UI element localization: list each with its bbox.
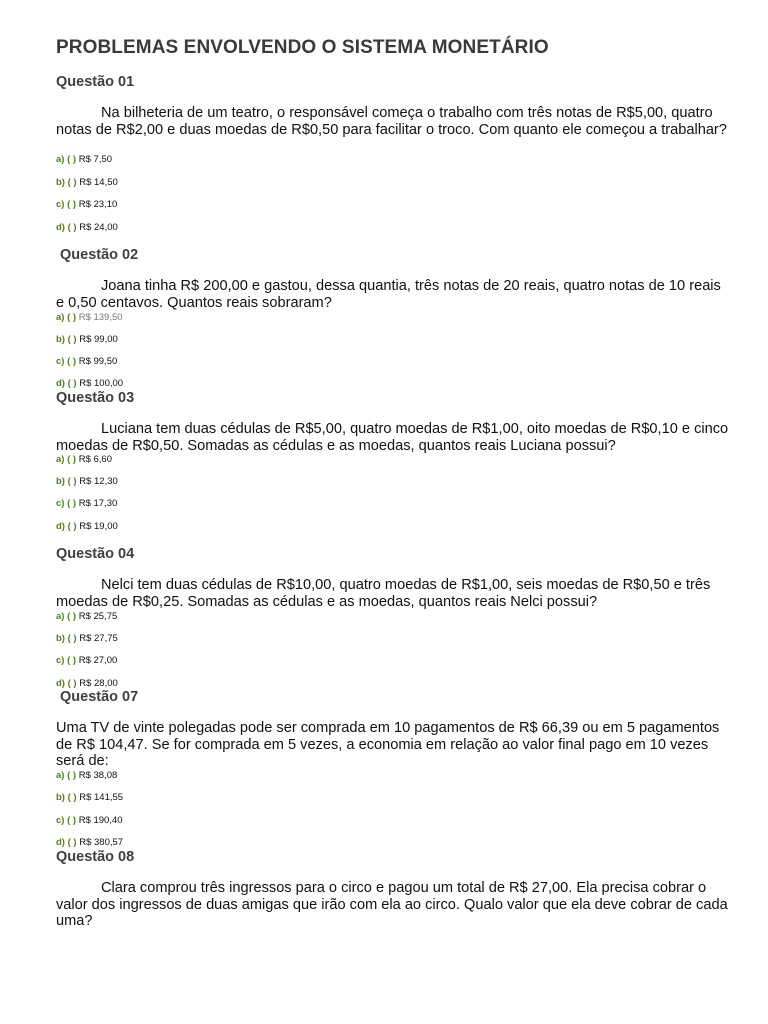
page-title: PROBLEMAS ENVOLVENDO O SISTEMA MONETÁRIO [56, 37, 549, 58]
question-2-heading: Questão 02 [60, 247, 139, 263]
question-1-option-c: c) ( ) R$ 23,10 [56, 199, 118, 210]
question-7-option-d: d) ( ) R$ 380,57 [56, 837, 124, 848]
question-7-heading: Questão 07 [60, 689, 139, 705]
question-2-option-b: b) ( ) R$ 99,00 [56, 334, 118, 345]
question-7-option-b: b) ( ) R$ 141,55 [56, 792, 124, 803]
question-4-option-b: b) ( ) R$ 27,75 [56, 633, 118, 644]
question-3-option-c: c) ( ) R$ 17,30 [56, 498, 118, 509]
question-4-heading: Questão 04 [56, 546, 135, 562]
question-3-option-d: d) ( ) R$ 19,00 [56, 521, 118, 532]
question-8-heading: Questão 08 [56, 849, 135, 865]
question-3-text: Luciana tem duas cédulas de R$5,00, quatro moedas de R$1,00, oito moedas de R$0,10 e cinco moedas de R$0,50. Somadas as cédulas e as moedas, quantos reais Luciana possui? [56, 421, 729, 454]
question-4-text: Nelci tem duas cédulas de R$10,00, quatro moedas de R$1,00, seis moedas de R$0,50 e três moedas de R$0,25. Somadas as cédulas e as moedas, quantos reais Nelci possui? [56, 577, 711, 610]
question-4-option-a: a) ( ) R$ 25,75 [56, 611, 118, 622]
question-1-option-b: b) ( ) R$ 14,50 [56, 177, 118, 188]
question-1-option-d: d) ( ) R$ 24,00 [56, 222, 118, 233]
question-2-text: Joana tinha R$ 200,00 e gastou, dessa quantia, três notas de 20 reais, quatro notas de 10 reais e 0,50 centavos. Quantos reais sobraram? [56, 278, 721, 311]
question-2-option-c: c) ( ) R$ 99,50 [56, 356, 118, 367]
question-7-option-c: c) ( ) R$ 190,40 [56, 815, 123, 826]
question-4-option-d: d) ( ) R$ 28,00 [56, 678, 118, 689]
question-2-option-d: d) ( ) R$ 100,00 [56, 378, 124, 389]
question-4-option-c: c) ( ) R$ 27,00 [56, 655, 118, 666]
question-3-option-a: a) ( ) R$ 6,60 [56, 454, 112, 465]
question-8-text: Clara comprou três ingressos para o circo e pagou um total de R$ 27,00. Ela precisa cobrar o valor dos ingressos de duas amigas que irão com ela ao circo. Qualo valor que ela deve cobrar de cada uma? [56, 880, 728, 929]
question-3-heading: Questão 03 [56, 390, 135, 406]
question-3-option-b: b) ( ) R$ 12,30 [56, 476, 118, 487]
question-7-option-a: a) ( ) R$ 38,08 [56, 770, 118, 781]
question-1-heading: Questão 01 [56, 74, 135, 90]
question-1-option-a: a) ( ) R$ 7,50 [56, 154, 112, 165]
question-2-option-a: a) ( ) R$ 139,50 [56, 312, 123, 323]
question-7-text: Uma TV de vinte polegadas pode ser comprada em 10 pagamentos de R$ 66,39 ou em 5 pagamentos de R$ 104,47. Se for comprada em 5 vezes, a economia em relação ao valor final pago em 10 vezes será de: [56, 720, 720, 769]
question-1-text: Na bilheteria de um teatro, o responsável começa o trabalho com três notas de R$5,00, quatro notas de R$2,00 e duas moedas de R$0,50 para facilitar o troco. Com quanto ele começou a trabalhar? [56, 105, 727, 138]
